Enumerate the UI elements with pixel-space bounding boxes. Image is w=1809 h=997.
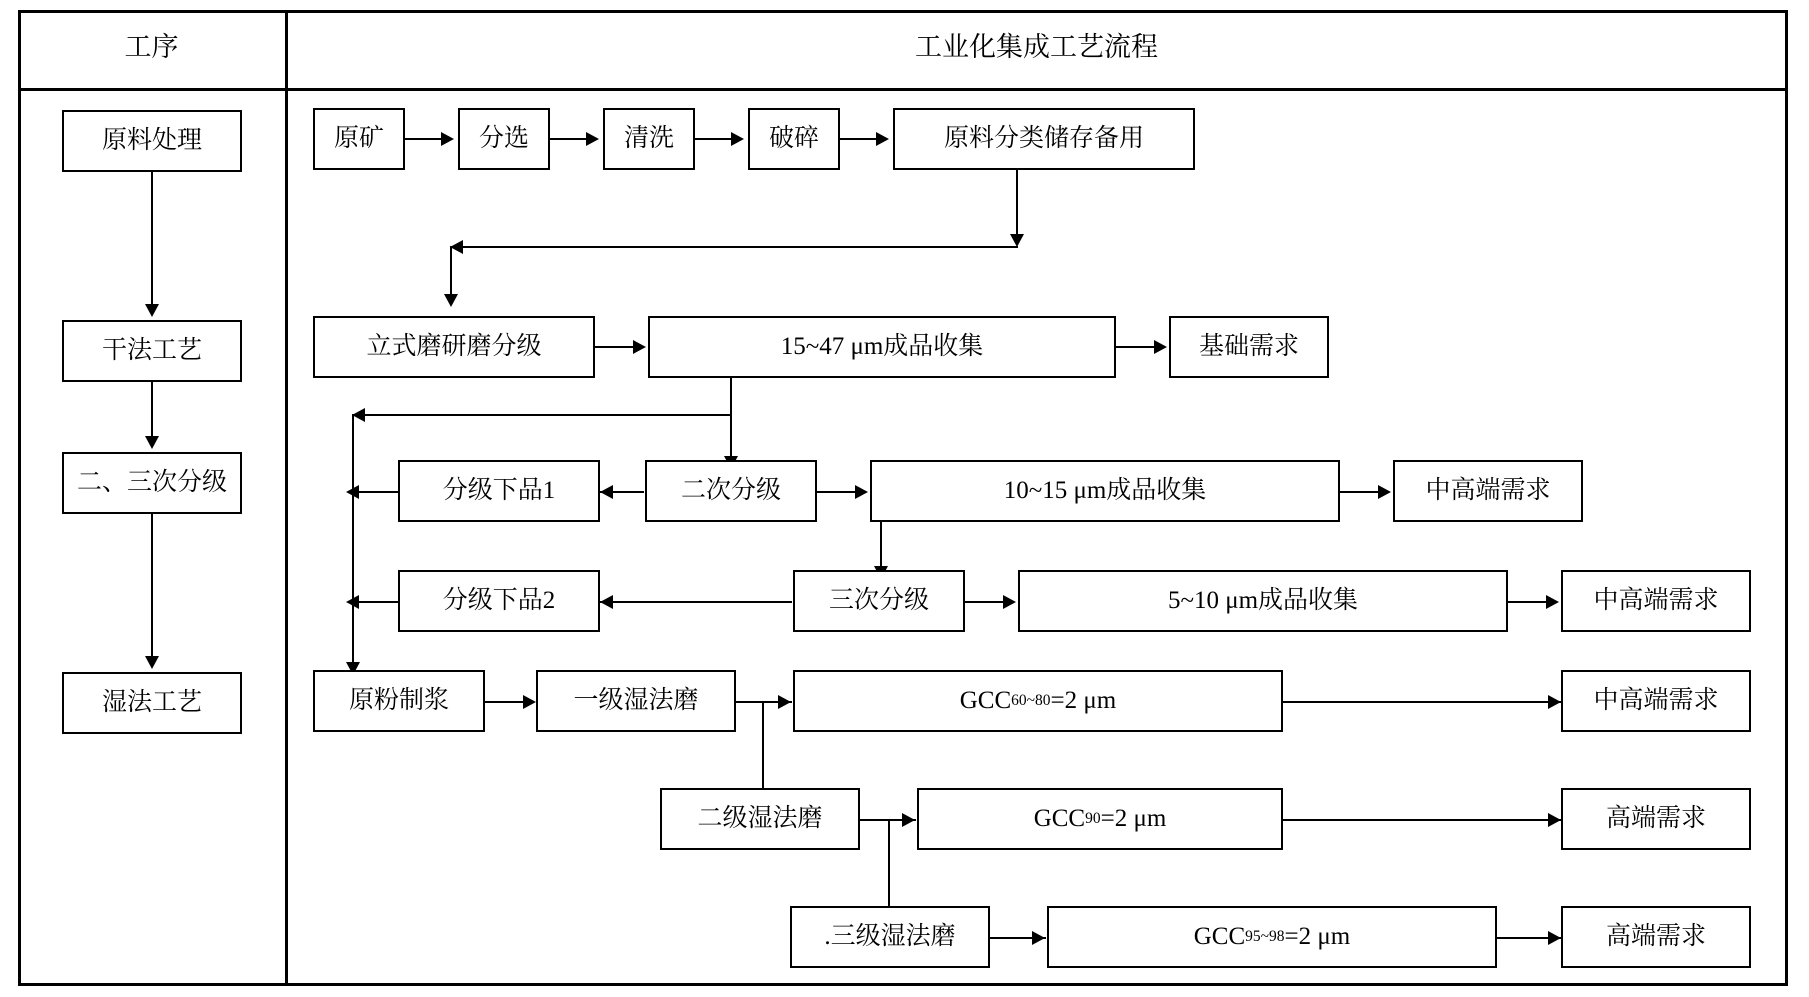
column-divider [285,10,288,986]
stage-connector-1 [151,172,153,306]
stage-box-grading: 二、三次分级 [62,452,242,514]
node-wet-mill-2: 二级湿法磨 [660,788,860,850]
arrow-gcc9598-demand [1548,931,1561,945]
arrow-crushing-storage [876,132,889,146]
arrow-downgrade1-left [346,485,359,499]
link-ore-sorting [405,138,443,140]
node-vertical-mill: 立式磨研磨分级 [313,316,595,378]
header-left-title: 工序 [124,32,179,62]
node-demand-high-1: 高端需求 [1561,788,1751,850]
arrow-sorting-washing [586,132,599,146]
gcc-90-prefix: GCC [1033,804,1086,832]
link-collect510-demand [1508,601,1548,603]
link-wetmill1-down [762,701,764,797]
link-gcc6080-demand [1283,701,1561,703]
arrow-wetmill1-gcc6080 [778,695,791,709]
node-demand-high-2: 高端需求 [1561,906,1751,968]
gcc-60-80-prefix: GCC [959,686,1012,714]
arrow-collect510-demand [1546,595,1559,609]
stage-arrow-3 [145,656,159,669]
gcc-60-80-suffix: =2 μm [1050,686,1117,714]
link-recycle-rail [352,414,732,416]
gcc-90-sub: 90 [1085,810,1101,828]
arrow-ore-sorting [441,132,454,146]
link-mill-collect1547 [595,346,635,348]
header-right-title: 工业化集成工艺流程 [915,32,1158,62]
link-gcc90-demand [1283,819,1561,821]
arrow-gcc6080-demand [1548,695,1561,709]
stage-box-dry-process: 干法工艺 [62,320,242,382]
gcc-90-suffix: =2 μm [1100,804,1167,832]
link-crushing-storage [840,138,878,140]
arrow-storage-down [1010,234,1024,247]
link-storage-left [450,246,1018,248]
node-storage: 原料分类储存备用 [893,108,1195,170]
stage-arrow-2 [145,436,159,449]
arrow-third-collect510 [1003,595,1016,609]
node-crushing: 破碎 [748,108,840,170]
link-collect1015-down [880,522,882,568]
link-sorting-washing [550,138,588,140]
node-demand-basic: 基础需求 [1169,316,1329,378]
node-raw-ore: 原矿 [313,108,405,170]
link-wetmill2-down [888,819,890,915]
node-gcc-90 [917,788,1283,850]
arrow-recycle-rail [352,408,365,422]
node-downgrade-1: 分级下品1 [398,460,600,522]
node-demand-mid-high-1: 中高端需求 [1393,460,1583,522]
stage-box-raw-material: 原料处理 [62,110,242,172]
arrow-second-collect1015 [855,485,868,499]
link-washing-crushing [695,138,733,140]
header-divider [18,88,1788,91]
arrow-wetmill2-gcc90 [902,813,915,827]
gcc-95-98-sub: 95~98 [1245,928,1285,946]
gcc-95-98-prefix: GCC [1193,922,1246,950]
node-collect-10-15: 10~15 μm成品收集 [870,460,1340,522]
arrow-collect1547-basic [1154,340,1167,354]
arrow-second-downgrade1 [600,485,613,499]
gcc-95-98-suffix: =2 μm [1284,922,1351,950]
node-wet-mill-1: 一级湿法磨 [536,670,736,732]
node-downgrade-2: 分级下品2 [398,570,600,632]
node-slurry: 原粉制浆 [313,670,485,732]
node-sorting: 分选 [458,108,550,170]
node-collect-5-10: 5~10 μm成品收集 [1018,570,1508,632]
node-gcc-60-80 [793,670,1283,732]
link-third-downgrade2 [600,601,792,603]
node-gcc-95-98 [1047,906,1497,968]
node-collect-15-47: 15~47 μm成品收集 [648,316,1116,378]
stage-connector-3 [151,514,153,658]
node-demand-mid-high-2: 中高端需求 [1561,570,1751,632]
arrow-mill-collect1547 [633,340,646,354]
link-slurry-wetmill1 [485,701,525,703]
arrow-wetmill3-gcc9598 [1032,931,1045,945]
gcc-60-80-sub: 60~80 [1011,692,1051,710]
link-second-collect1015 [817,491,857,493]
arrow-downgrade2-left [346,595,359,609]
node-third-grading: 三次分级 [793,570,965,632]
arrow-third-downgrade2 [600,595,613,609]
link-collect1547-basic [1116,346,1156,348]
arrow-washing-crushing [731,132,744,146]
arrow-storage-left [450,240,463,254]
link-recycle-down [352,414,354,664]
link-third-collect510 [965,601,1005,603]
link-collect1547-down [730,378,732,458]
node-second-grading: 二次分级 [645,460,817,522]
arrow-gcc90-demand [1548,813,1561,827]
node-wet-mill-3: .三级湿法磨 [790,906,990,968]
stage-arrow-1 [145,304,159,317]
link-collect1015-demand [1340,491,1380,493]
link-storage-down [1016,170,1018,236]
stage-connector-2 [151,382,153,438]
stage-box-wet-process: 湿法工艺 [62,672,242,734]
node-washing: 清洗 [603,108,695,170]
arrow-slurry-wetmill1 [523,695,536,709]
arrow-to-vertical-mill [444,294,458,307]
arrow-collect1015-demand [1378,485,1391,499]
node-demand-mid-high-3: 中高端需求 [1561,670,1751,732]
